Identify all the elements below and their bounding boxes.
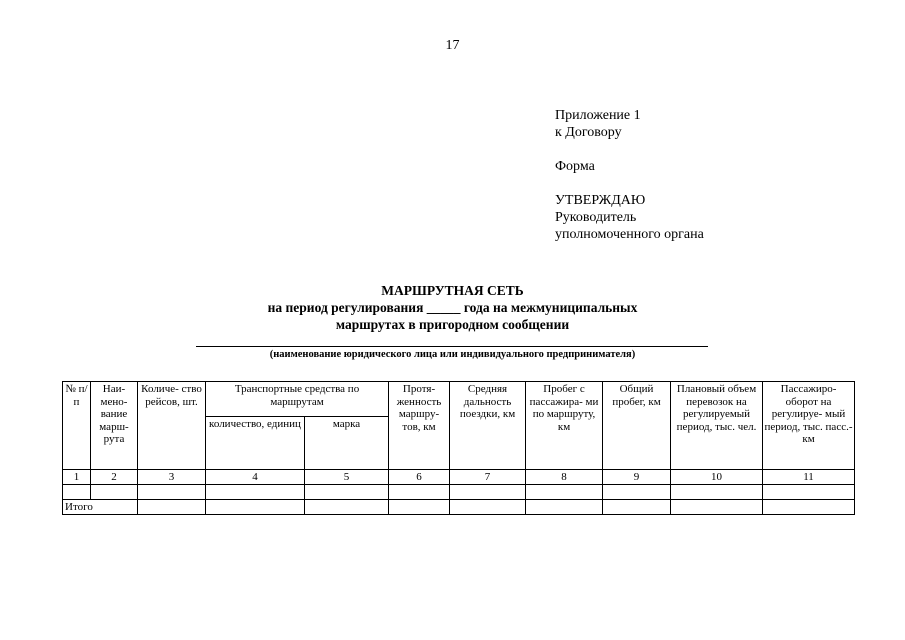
header-vehicles-quantity: количество, единиц	[206, 417, 305, 470]
approve-label: УТВЕРЖДАЮ	[555, 193, 646, 208]
column-number: 6	[389, 470, 450, 485]
header-planned-volume: Плановый объем перевозок на регулируемый период, тыс. чел.	[671, 382, 763, 470]
table-cell	[763, 499, 855, 515]
table-cell	[305, 499, 389, 515]
appendix-form: Форма	[555, 159, 595, 174]
header-vehicles-brand: марка	[305, 417, 389, 470]
column-number: 4	[206, 470, 305, 485]
column-number: 8	[526, 470, 603, 485]
header-avg-distance: Средняя дальность поездки, км	[450, 382, 526, 470]
table-cell	[138, 499, 206, 515]
table-cell	[526, 484, 603, 499]
header-trips: Количе- ство рейсов, шт.	[138, 382, 206, 470]
header-mileage-total: Общий пробег, км	[603, 382, 671, 470]
spacer	[555, 141, 704, 158]
table-cell	[671, 484, 763, 499]
column-number: 11	[763, 470, 855, 485]
column-number: 5	[305, 470, 389, 485]
organization-caption: (наименование юридического лица или индивидуального предпринимателя)	[269, 349, 636, 360]
route-network-table	[62, 381, 855, 515]
page-number: 17	[445, 38, 460, 53]
header-passenger-turnover: Пассажиро- оборот на регулируе- мый период, тыс. пасс.-км	[763, 382, 855, 470]
table-cell	[763, 484, 855, 499]
header-length: Протя- женность маршру- тов, км	[389, 382, 450, 470]
spacer	[555, 175, 704, 192]
table-cell	[450, 499, 526, 515]
title-line-2: на период регулирования _____ года на межмуниципальных	[267, 300, 638, 315]
table-cell	[206, 499, 305, 515]
approver-organ: уполномоченного органа	[555, 227, 704, 242]
table-cell	[206, 484, 305, 499]
appendix-block	[555, 107, 704, 243]
column-number: 9	[603, 470, 671, 485]
column-number: 7	[450, 470, 526, 485]
table-cell	[91, 484, 138, 499]
header-row-1	[63, 382, 855, 417]
column-number: 2	[91, 470, 138, 485]
table-cell	[389, 499, 450, 515]
column-number: 3	[138, 470, 206, 485]
column-number-row	[63, 470, 855, 485]
header-mileage-passengers: Пробег с пассажира- ми по маршруту, км	[526, 382, 603, 470]
approver-position: Руководитель	[555, 210, 637, 225]
title-line-1: МАРШРУТНАЯ СЕТЬ	[381, 283, 524, 298]
table-cell	[389, 484, 450, 499]
table-cell	[603, 499, 671, 515]
header-route-name: Наи- мено- вание марш- рута	[91, 382, 138, 470]
table-cell	[305, 484, 389, 499]
total-label: Итого	[63, 499, 138, 515]
table-cell	[63, 484, 91, 499]
table-row	[63, 484, 855, 499]
header-vehicles: Транспортные средства по маршрутам	[206, 382, 389, 417]
table-cell	[450, 484, 526, 499]
table-cell	[671, 499, 763, 515]
organization-fill-line	[196, 346, 708, 347]
table-cell	[138, 484, 206, 499]
header-num: № п/п	[63, 382, 91, 470]
column-number: 1	[63, 470, 91, 485]
title-line-3: маршрутах в пригородном сообщении	[335, 317, 570, 332]
table-cell	[526, 499, 603, 515]
document-title	[0, 282, 905, 333]
column-number: 10	[671, 470, 763, 485]
total-row	[63, 499, 855, 515]
table-cell	[603, 484, 671, 499]
appendix-contract: к Договору	[555, 125, 622, 140]
appendix-title: Приложение 1	[555, 108, 641, 123]
